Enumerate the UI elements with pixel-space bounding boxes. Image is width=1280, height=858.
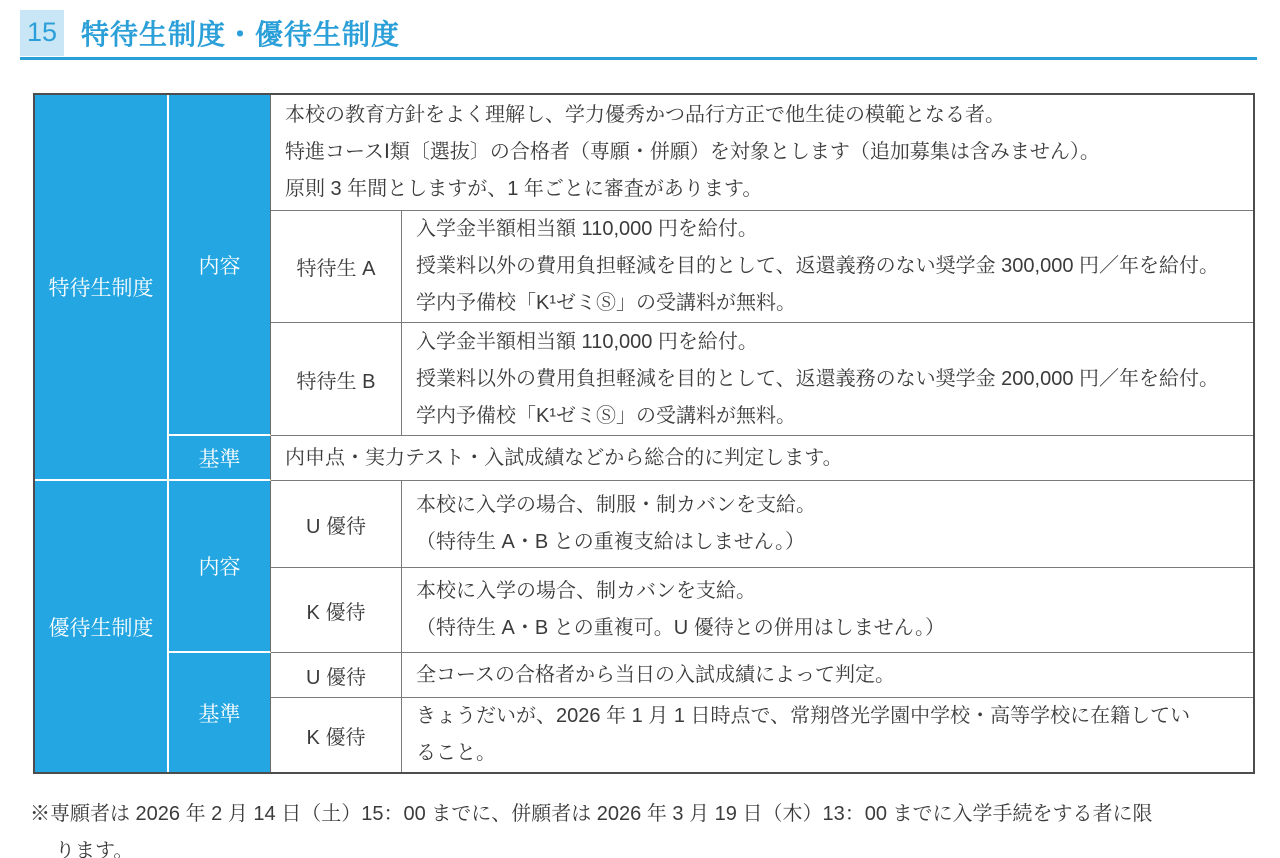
content-line: 授業料以外の費用負担軽減を目的として、返還義務のない奨学金 300,000 円／年を給付。 [416,255,1220,277]
content-line: 内申点・実力テスト・入試成績などから総合的に判定します。 [285,446,843,469]
content-line: （特待生 A・B との重複支給はしません。） [416,531,805,553]
intro-line: 原則 3 年間としますが、1 年ごとに審査があります。 [285,178,763,200]
section-header [20,9,1280,56]
content-line: 学内予備校「K¹ゼミⓈ」の受講料が無料。 [416,404,796,427]
cell-criteria-k-yutai [402,698,1253,772]
content-line: ること。 [416,742,496,764]
content-line: 入学金半額相当額 110,000 円を給付。 [416,330,758,353]
cell-content-tokutaisei-b [402,323,1253,436]
cell-criteria-u-yutai [402,653,1253,698]
intro-line: 本校の教育方針をよく理解し、学力優秀かつ品行方正で他生徒の模範となる者。 [285,104,1005,126]
cell-label-tokutaisei-a: 特待生 A [271,211,402,323]
footnote-line: ※専願者は 2026 年 2 月 14 日（土）15：00 までに、併願者は 2026 年 3 月 19 日（木）13：00 までに入学手続をする者に限 [30,803,1153,825]
content-line: 本校に入学の場合、制カバンを支給。 [416,580,756,602]
cell-label-u-yutai-criteria: U 優待 [271,653,402,698]
intro-line: 特進コースⅠ類〔選抜〕の合格者（専願・併願）を対象とします（追加募集は含みません）。 [285,141,1100,163]
content-line: 入学金半額相当額 110,000 円を給付。 [416,218,758,240]
content-line: 本校に入学の場合、制服・制カバンを支給。 [416,494,816,516]
cell-label-k-yutai-criteria: K 優待 [271,698,402,772]
header-underline [20,57,1257,60]
cell-section1-title: 特待生制度 [35,95,169,481]
cell-section2-content-header: 内容 [169,481,271,653]
section-number-badge: 15 [20,10,64,56]
content-line: きょうだいが、2026 年 1 月 1 日時点で、常翔啓光学園中学校・高等学校に在籍してい [416,705,1191,727]
cell-section2-title: 優待生制度 [35,481,169,772]
content-line: 全コースの合格者から当日の入試成績によって判定。 [416,663,895,686]
cell-label-k-yutai-content: K 優待 [271,568,402,653]
cell-section1-criteria [271,436,1253,481]
scholarship-table [33,93,1255,774]
page-title: 特待生制度・優待生制度 [81,18,401,50]
cell-section1-criteria-header: 基準 [169,436,271,481]
content-line: （特待生 A・B との重複可。U 優待との併用はしません。） [416,617,945,639]
content-line: 授業料以外の費用負担軽減を目的として、返還義務のない奨学金 200,000 円／年を給付。 [416,367,1220,390]
content-line: 学内予備校「K¹ゼミⓈ」の受講料が無料。 [416,292,796,314]
cell-section1-intro [271,95,1253,211]
cell-content-u-yutai [402,481,1253,568]
cell-content-tokutaisei-a [402,211,1253,323]
footnote [30,796,1280,858]
cell-label-u-yutai-content: U 優待 [271,481,402,568]
footnote-line: ります。 [55,840,134,858]
cell-section2-criteria-header: 基準 [169,653,271,772]
cell-content-k-yutai [402,568,1253,653]
cell-label-tokutaisei-b: 特待生 B [271,323,402,436]
cell-section1-content-header: 内容 [169,95,271,436]
